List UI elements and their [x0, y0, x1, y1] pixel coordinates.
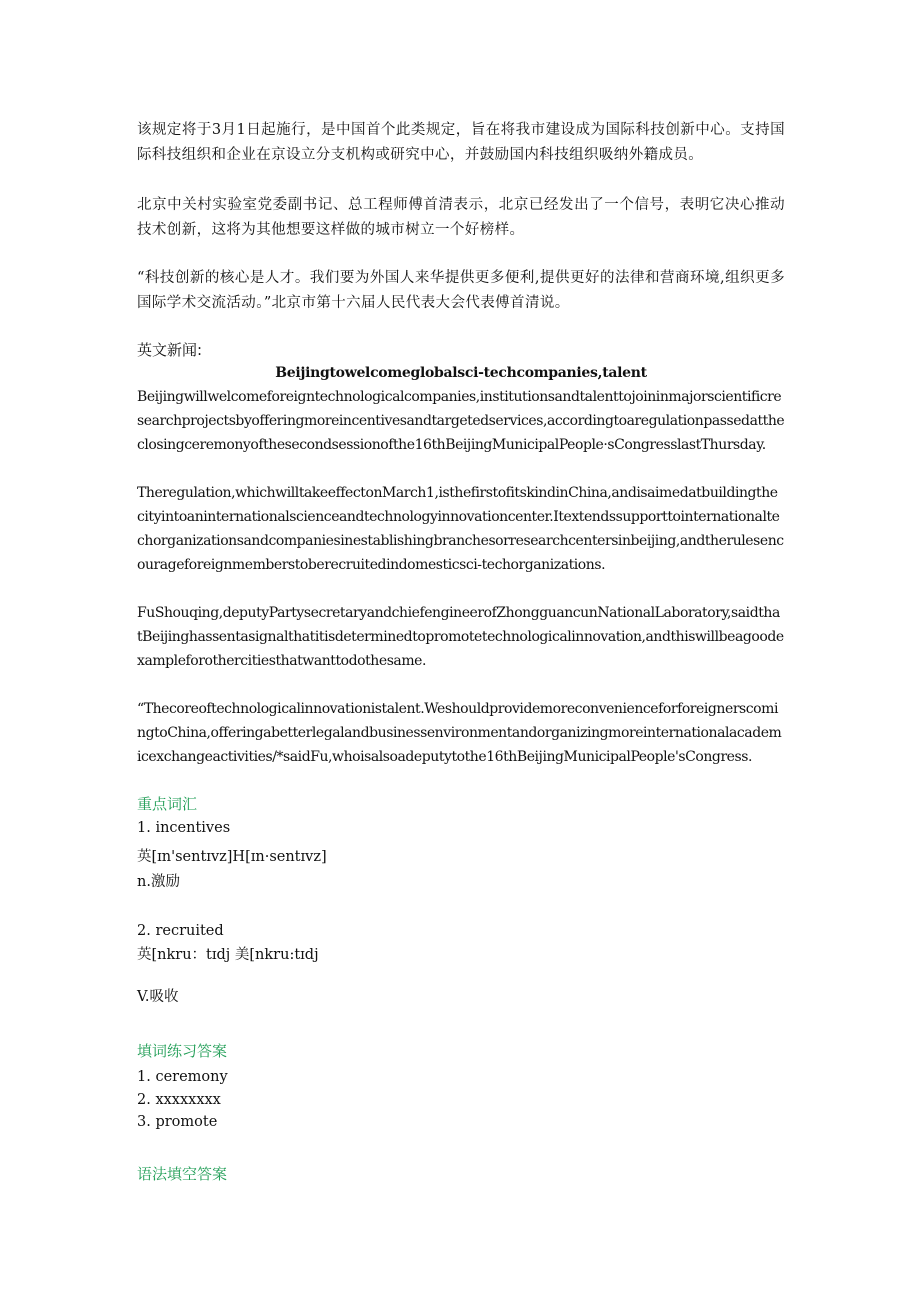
vocab-item-2-meaning: V.吸收	[137, 989, 179, 1005]
fill-answers-heading: 填词练习答案	[137, 1042, 228, 1060]
vocab-item-2-word: 2. recruited	[137, 923, 224, 939]
vocab-item-1-phonetic: 英[ɪn'sentɪvz]H[ɪn·sentɪvz]	[137, 849, 327, 865]
zh-paragraph-1: 该规定将于3月1日起施行，是中国首个此类规定，旨在将我市建设成为国际科技创新中心。支持国际科技组织和企业在京设立分支机构或研究中心，并鼓励国内科技组织吸纳外籍成员。	[137, 122, 785, 163]
vocab-heading: 重点词汇	[137, 795, 198, 813]
zh-paragraph-2: 北京中关村实验室党委副书记、总工程师傅首清表示，北京已经发出了一个信号，表明它决心推动技术创新，这将为其他想要这样做的城市树立一个好榜样。	[137, 197, 785, 238]
vocab-item-1-meaning: n.激励	[137, 874, 180, 890]
fill-answer-1: 1. ceremony	[137, 1069, 228, 1085]
en-paragraph-2: Theregulation,whichwilltakeeffectonMarch1,isthefirstofitskindinChina,andisaimedatbuildingthecityintoaninternationalscienceandtechnologyinnovationcenter.Itextendssupporttointernationaltechorganizationsandcompaniesinestablishingbranchesorresearchcentersinbeijing,andtherulesencourageforeignmemberstoberecruitedindomesticsci-techorganizations.	[137, 485, 784, 573]
en-paragraph-1: Beijingwillwelcomeforeigntechnologicalcompanies,institutionsandtalenttojoininmajorscientificresearchprojectsbyofferingmoreincentivesandtargetedservices,accordingtoaregulationpassedattheclosingceremonyofthesecondsessionofthe16thBeijingMunicipalPeople·sCongresslastThursday.	[137, 389, 785, 453]
english-news-label: 英文新闻:	[137, 341, 203, 359]
grammar-answers-heading: 语法填空答案	[137, 1165, 228, 1183]
fill-answer-3: 3. promote	[137, 1114, 218, 1130]
english-article-title: Beijingtowelcomeglobalsci-techcompanies,talent	[275, 365, 647, 381]
en-paragraph-3: FuShouqing,deputyPartysecretaryandchiefengineerofZhongguancunNationalLaboratory,saidthatBeijinghassentasignalthatitisdeterminedtopromotetechnologicalinnovation,andthiswillbeagoodexampleforothercitiesthatwanttodothesame.	[137, 605, 784, 669]
zh-paragraph-3: “科技创新的核心是人才。我们要为外国人来华提供更多便利,提供更好的法律和营商环境,组织更多国际学术交流活动。”北京市第十六届人民代表大会代表傅首清说。	[137, 270, 785, 311]
vocab-item-1-word: 1. incentives	[137, 820, 231, 836]
en-paragraph-4: “Thecoreoftechnologicalinnovationistalent.WeshouldprovidemoreconvenienceforforeignerscomingtoChina,offeringabetterlegalandbusinessenvironmentandorganizingmoreinternationalacademicexchangeactivities/*saidFu,whoisalsoadeputytothe16thBeijingMunicipalPeople'sCongress.	[137, 701, 782, 765]
vocab-item-2-phonetic: 英[nkru：tɪdj 美[nkru:tɪdj	[137, 947, 319, 963]
fill-answer-2: 2. xxxxxxxx	[137, 1092, 221, 1108]
